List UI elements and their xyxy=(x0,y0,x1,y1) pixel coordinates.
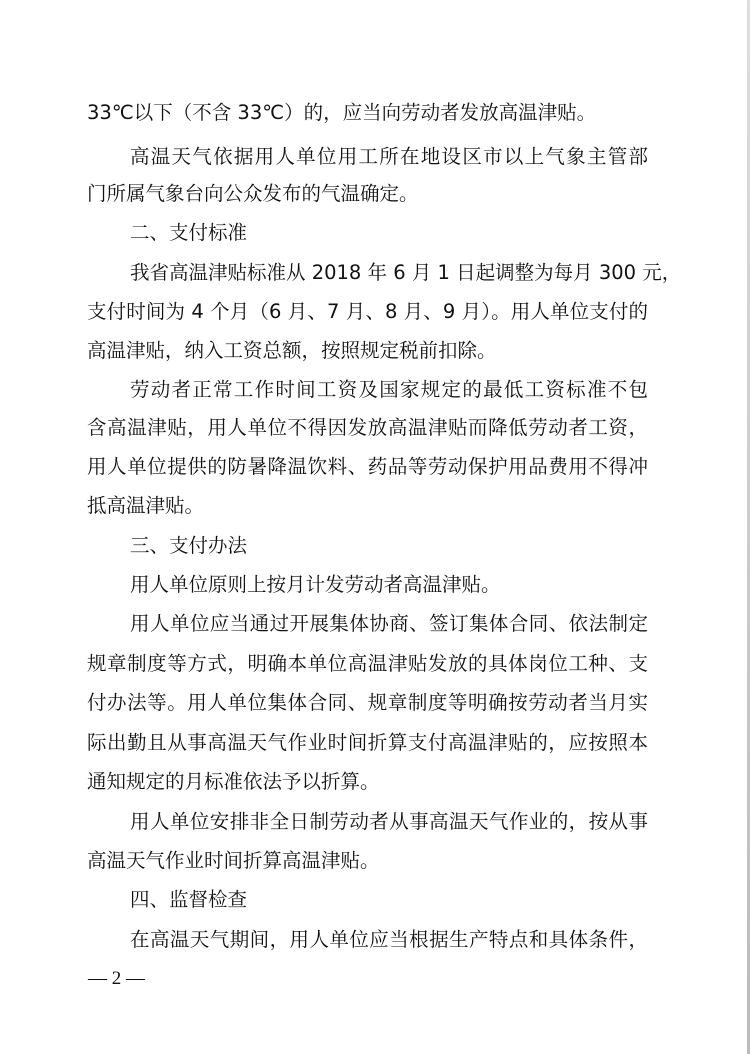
text-line: 高温天气依据用人单位用工所在地设区市以上气象主管部 xyxy=(130,145,648,168)
page-number: — 2 — xyxy=(88,968,145,989)
text-line: 高温天气作业时间折算高温津贴。 xyxy=(87,849,380,872)
text-line: 用人单位原则上按月计发劳动者高温津贴。 xyxy=(130,573,501,596)
text-line: 支付时间为 4 个月（6 月、7 月、8 月、9 月）。用人单位支付的 xyxy=(87,300,648,323)
text-line: 二、支付标准 xyxy=(130,221,248,244)
text-line: 际出勤且从事高温天气作业时间折算支付高温津贴的，应按照本 xyxy=(87,731,648,754)
text-line: 劳动者正常工作时间工资及国家规定的最低工资标准不包 xyxy=(130,378,648,401)
text-line: 门所属气象台向公众发布的气温确定。 xyxy=(87,182,419,205)
text-line: 用人单位提供的防暑降温饮料、药品等劳动保护用品费用不得冲 xyxy=(87,455,648,478)
text-line: 抵高温津贴。 xyxy=(87,494,205,517)
text-line: 规章制度等方式，明确本单位高温津贴发放的具体岗位工种、支 xyxy=(87,652,648,675)
text-line: 含高温津贴，用人单位不得因发放高温津贴而降低劳动者工资， xyxy=(87,416,648,439)
text-line: 在高温天气期间，用人单位应当根据生产特点和具体条件， xyxy=(130,928,648,951)
text-line: 33℃以下（不含 33℃）的，应当向劳动者发放高温津贴。 xyxy=(87,101,597,124)
text-line: 我省高温津贴标准从 2018 年 6 月 1 日起调整为每月 300 元， xyxy=(130,261,682,284)
text-line: 用人单位安排非全日制劳动者从事高温天气作业的，按从事 xyxy=(130,810,648,833)
text-line: 三、支付办法 xyxy=(130,534,248,557)
text-line: 付办法等。用人单位集体合同、规章制度等明确按劳动者当月实 xyxy=(87,691,648,714)
text-line: 四、监督检查 xyxy=(130,888,248,911)
text-line: 高温津贴，纳入工资总额，按照规定税前扣除。 xyxy=(87,339,497,362)
text-line: 用人单位应当通过开展集体协商、签订集体合同、依法制定 xyxy=(130,612,648,635)
text-line: 通知规定的月标准依法予以折算。 xyxy=(87,770,380,793)
